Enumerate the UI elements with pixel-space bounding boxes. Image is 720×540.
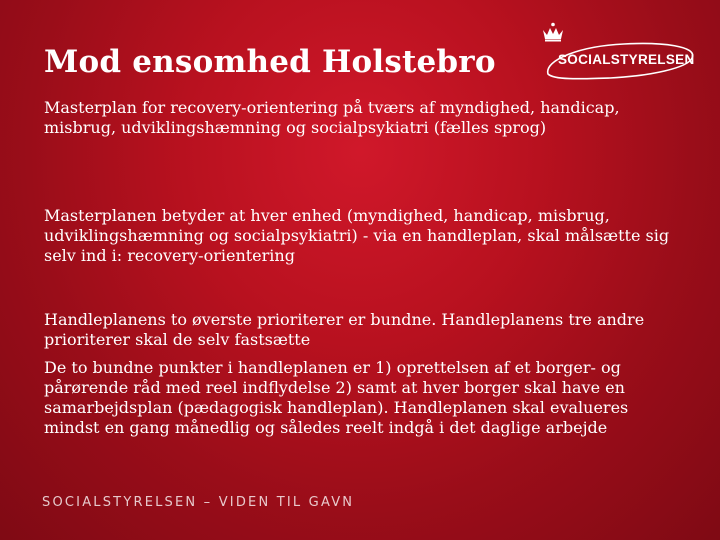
paragraph-priorities: Handleplanens to øverste prioriterer er bundne. Handleplanens tre andre prioriterer skal de selv fastsætte xyxy=(44,310,645,349)
crown-icon xyxy=(540,22,566,42)
slide-title: Mod ensomhed Holstebro xyxy=(44,44,496,80)
footer-tagline: SOCIALSTYRELSEN – VIDEN TIL GAVN xyxy=(42,495,355,510)
paragraph-bound-points: De to bundne punkter i handleplanen er 1) oprettelsen af et borger- og pårørende råd med reel indflydelse 2) samt at hver borger skal have en samarbejdsplan (pædagogisk handleplan). Handleplanen skal evalueres mindst en gang månedlig og således reelt indgå i det daglige arbejde xyxy=(44,358,629,437)
paragraph-masterplan: Masterplan for recovery-orientering på tværs af myndighed, handicap, misbrug, udviklingshæmning og socialpsykiatri (fælles sprog) xyxy=(44,98,620,137)
socialstyrelsen-logo xyxy=(540,22,702,88)
paragraph-masterplan-meaning: Masterplanen betyder at hver enhed (myndighed, handicap, misbrug, udviklingshæmning og socialpsykiatri) - via en handleplan, skal målsætte sig selv ind i: recovery-orientering xyxy=(44,206,670,265)
logo-text: SOCIALSTYRELSEN xyxy=(558,52,695,67)
